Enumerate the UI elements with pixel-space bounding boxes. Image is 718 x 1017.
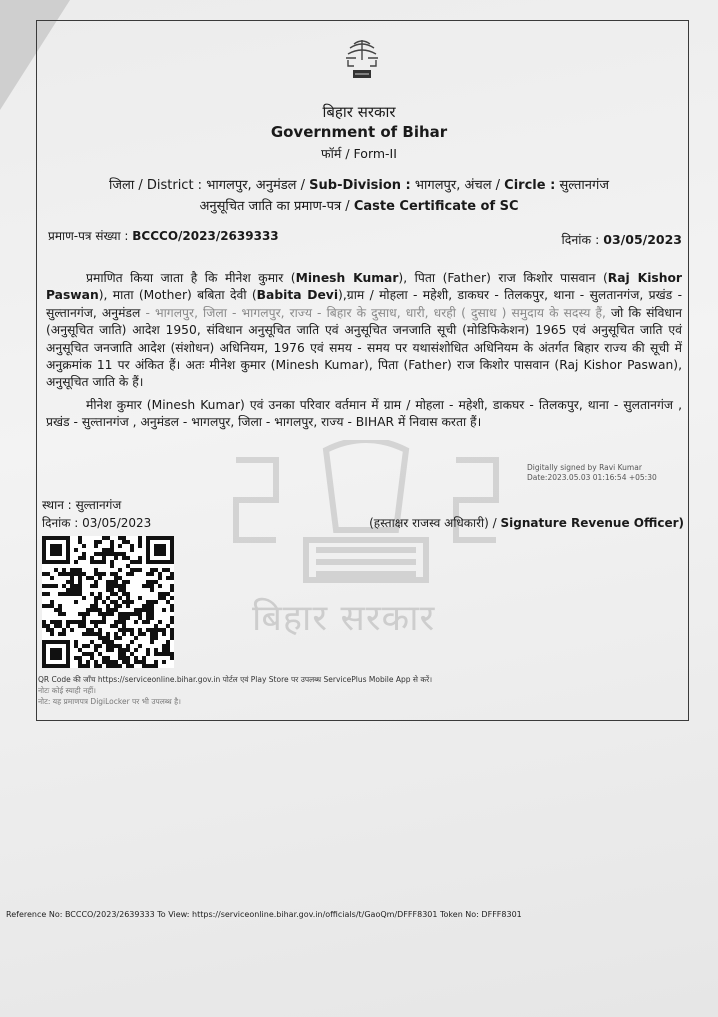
place-label: स्थान : <box>42 498 72 512</box>
watermark-text: बिहार सरकार <box>252 598 436 639</box>
signed-date-label: दिनांक : <box>42 516 79 530</box>
place-value: सुल्तानगंज <box>75 498 122 512</box>
signatory-hindi: (हस्ताक्षर राजस्व अधिकारी) / <box>369 516 497 530</box>
hindi-title: बिहार सरकार <box>322 103 396 121</box>
para1-text: ), पिता (Father) राज किशोर पासवान ( <box>398 271 608 285</box>
district-label: जिला / District : <box>109 178 203 193</box>
qr-note-line: QR Code की जाँच https://serviceonline.bihar.gov.in पोर्टल एवं Play Store पर उपलब्ध ServicePlus Mobile App से करें। <box>38 675 433 684</box>
signatory <box>369 514 684 531</box>
qr-note <box>38 674 432 707</box>
circle-value: सुल्तानगंज <box>559 178 609 193</box>
mother-name-en: Babita Devi <box>256 288 339 303</box>
bihar-emblem-icon <box>340 36 384 82</box>
certificate-type <box>0 196 718 214</box>
form-number: फॉर्म / Form-II <box>321 146 397 161</box>
english-title: Government of Bihar <box>270 123 448 141</box>
signatory-english: Signature Revenue Officer) <box>500 516 684 530</box>
para1-text: ),ग्राम / मोहला - महेशी, डाकघर - तिलकपुर, थाना - सुलतानगंज, प्रखंड - सुल्तानगंज, अनुमंडल <box>46 288 683 320</box>
signed-date <box>42 514 151 531</box>
certificate-number-label: प्रमाण-पत्र संख्या : <box>48 229 129 243</box>
circle-label: Circle : <box>504 178 556 193</box>
qr-note-line: नोटः कोई स्याही नहीं। <box>38 686 97 695</box>
digital-signature-date: Date:2023.05.03 01:16:54 +05:30 <box>527 473 657 482</box>
para1-text: प्रमाणित किया जाता है कि मीनेश कुमार ( <box>86 271 296 285</box>
para1-faded-text: - भागलपुर, जिला - भागलपुर, राज्य - बिहार के दुसाध, धारी, धरही ( दुसाध ) समुदाय के सदस्य हैं, <box>140 305 606 320</box>
subdivision-label: Sub-Division : <box>309 178 411 193</box>
reference-footer: Reference No: BCCCO/2023/2639333 To View: https://serviceonline.bihar.gov.in/officials/t/GaoQm/DFFF8301 Token No: DFFF8301 <box>6 910 522 919</box>
certification-paragraph <box>46 270 682 392</box>
father-name-en: Raj Kishor Paswan <box>46 271 682 303</box>
para1-text: ), माता (Mother) बबिता देवी ( <box>98 288 257 303</box>
district-value: भागलपुर, अनुमंडल / <box>206 178 306 193</box>
issue-date-value: 03/05/2023 <box>603 232 682 247</box>
signed-date-value: 03/05/2023 <box>82 516 152 530</box>
issue-date-label: दिनांक : <box>561 232 600 247</box>
certificate-number-value: BCCCO/2023/2639333 <box>132 229 279 243</box>
qr-note-line: नोट: यह प्रमाणपत्र DigiLocker पर भी उपलब्ध है। <box>38 697 181 706</box>
digital-signature <box>527 463 657 483</box>
jurisdiction-line <box>0 175 718 193</box>
place <box>42 496 121 513</box>
subdivision-value: भागलपुर, अंचल / <box>414 178 501 193</box>
qr-code[interactable] <box>42 536 174 668</box>
certificate-type-hindi: अनुसूचित जाति का प्रमाण-पत्र / <box>199 199 350 214</box>
applicant-name-en: Minesh Kumar <box>295 271 399 285</box>
certificate-type-english: Caste Certificate of SC <box>353 199 519 214</box>
issue-date <box>561 231 682 248</box>
certificate-number <box>48 227 279 244</box>
residence-paragraph: मीनेश कुमार (Minesh Kumar) एवं उनका परिवार वर्तमान में ग्राम / मोहला - महेशी, डाकघर - तिलकपुर, थाना - सुलतानगंज , प्रखंड - सुल्तानगंज , अनुमंडल - भागलपुर, जिला - भागलपुर, राज्य - BIHAR में निवास करता हैं। <box>46 398 682 430</box>
digital-signature-name: Digitally signed by Ravi Kumar <box>527 463 642 472</box>
para1-text: जो कि संविधान (अनुसूचित जाति) आदेश 1950, संविधान अनुसूचित जाति एवं अनुसूचित जनजाति सूची (मोडिफिकेशन) 1965 एवं अनुसूचित जाति एवं अनुसूचित जनजाति आदेश (संशोधन) अधिनियम, 1976 एवं समय - समय पर यथासंशोधित अधिनियम के अंतर्गत बिहार राज्य की सूची में अनुक्रमांक 11 पर अंकित हैं। अतः मीनेश कुमार (Minesh Kumar), पिता (Father) राज किशोर पासवान (Raj Kishor Paswan), अनुसूचित जाति के हैं। <box>46 305 683 390</box>
